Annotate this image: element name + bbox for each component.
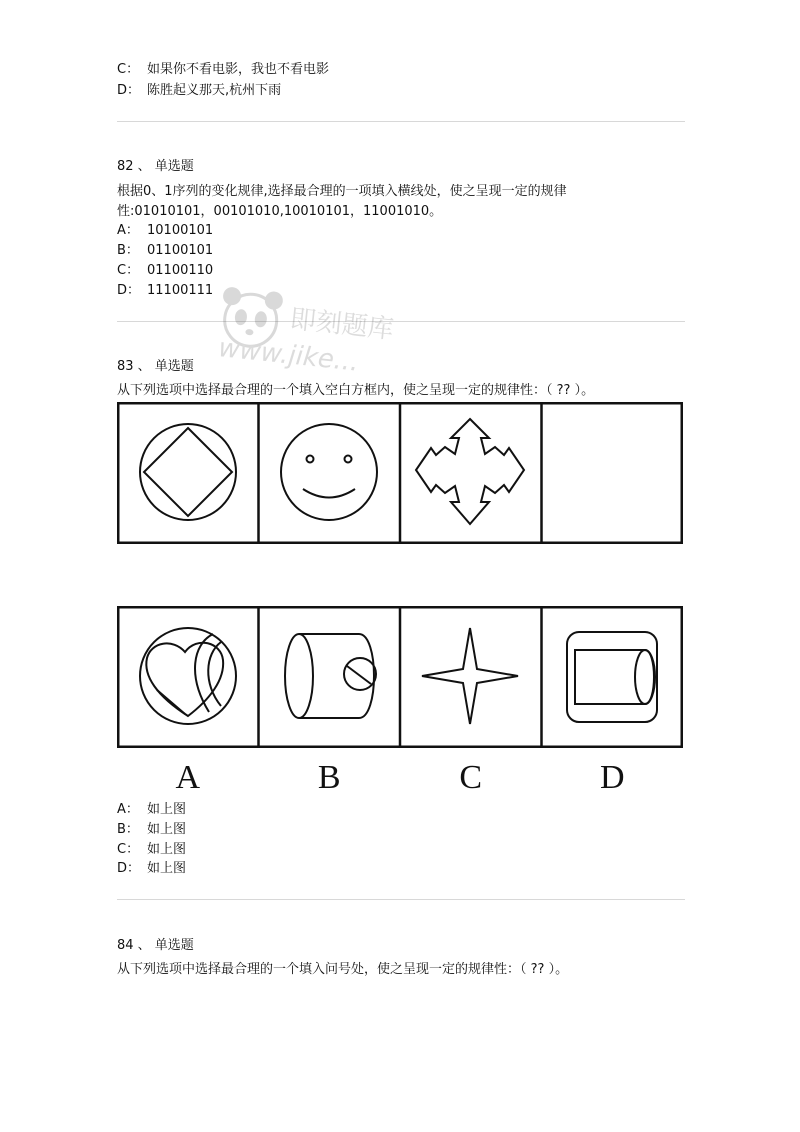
option-key: C： <box>117 62 140 77</box>
heart-circle-overlap-figure <box>140 628 236 724</box>
option-key: A： <box>117 802 139 817</box>
four-arrow-cross-figure <box>416 419 524 524</box>
watermark-url: www.jike... <box>217 333 361 378</box>
option-key: D： <box>117 83 141 98</box>
option-row[interactable] <box>117 281 213 301</box>
figure-letter: C <box>459 759 483 796</box>
option-text: 01100110 <box>147 263 214 278</box>
option-key: B： <box>117 822 139 837</box>
figure-letter: D <box>599 759 625 796</box>
option-key: C： <box>117 263 140 278</box>
option-text: 如上图 <box>147 802 187 817</box>
option-key: B： <box>117 243 139 258</box>
option-row[interactable] <box>117 859 186 879</box>
question-header: 84 、 单选题 <box>117 938 194 953</box>
option-row[interactable] <box>117 820 186 840</box>
question-header: 83 、 单选题 <box>117 359 194 374</box>
watermark-text: 即刻题库 <box>288 304 395 346</box>
figure-letter: B <box>317 759 341 796</box>
option-text: 11100111 <box>147 283 214 298</box>
four-point-star-figure <box>422 628 518 724</box>
question-header: 82 、 单选题 <box>117 159 194 174</box>
option-row[interactable] <box>117 261 213 281</box>
option-text: 如果你不看电影，我也不看电影 <box>147 62 330 77</box>
option-key: D： <box>117 283 141 298</box>
answer-figure-letters <box>117 758 683 798</box>
option-row[interactable] <box>117 221 213 241</box>
question-stem: 从下列选项中选择最合理的一个填入空白方框内，使之呈现一定的规律性：（ ?? ）。 <box>117 383 595 398</box>
option-text: 如上图 <box>147 822 187 837</box>
option-text: 如上图 <box>147 861 187 876</box>
divider <box>117 899 685 900</box>
option-row[interactable] <box>117 800 186 820</box>
circle-inscribed-diamond-figure <box>140 424 236 520</box>
rounded-square-cylinder-figure <box>567 632 657 722</box>
option-row[interactable] <box>117 241 213 261</box>
option-row[interactable] <box>117 60 329 80</box>
option-text: 如上图 <box>147 842 187 857</box>
option-text: 陈胜起义那天,杭州下雨 <box>147 83 282 98</box>
smiley-face-figure <box>281 424 377 520</box>
option-key: C： <box>117 842 140 857</box>
cylinder-with-circle-figure <box>285 634 376 718</box>
figure-letter: A <box>175 759 201 796</box>
question-stem: 从下列选项中选择最合理的一个填入问号处，使之呈现一定的规律性：（ ?? ）。 <box>117 962 569 977</box>
option-text: 10100101 <box>147 223 214 238</box>
divider <box>117 121 685 122</box>
option-row[interactable] <box>117 81 281 101</box>
option-row[interactable] <box>117 840 186 860</box>
option-text: 01100101 <box>147 243 214 258</box>
question-stem: 根据0、1序列的变化规律,选择最合理的一项填入横线处，使之呈现一定的规律 <box>117 184 567 199</box>
option-key: A： <box>117 223 139 238</box>
answer-figure-row <box>117 606 683 746</box>
question-figure-row <box>117 402 683 542</box>
option-key: D： <box>117 861 141 876</box>
question-stem: 性:01010101，00101010,10010101，11001010。 <box>117 204 443 219</box>
